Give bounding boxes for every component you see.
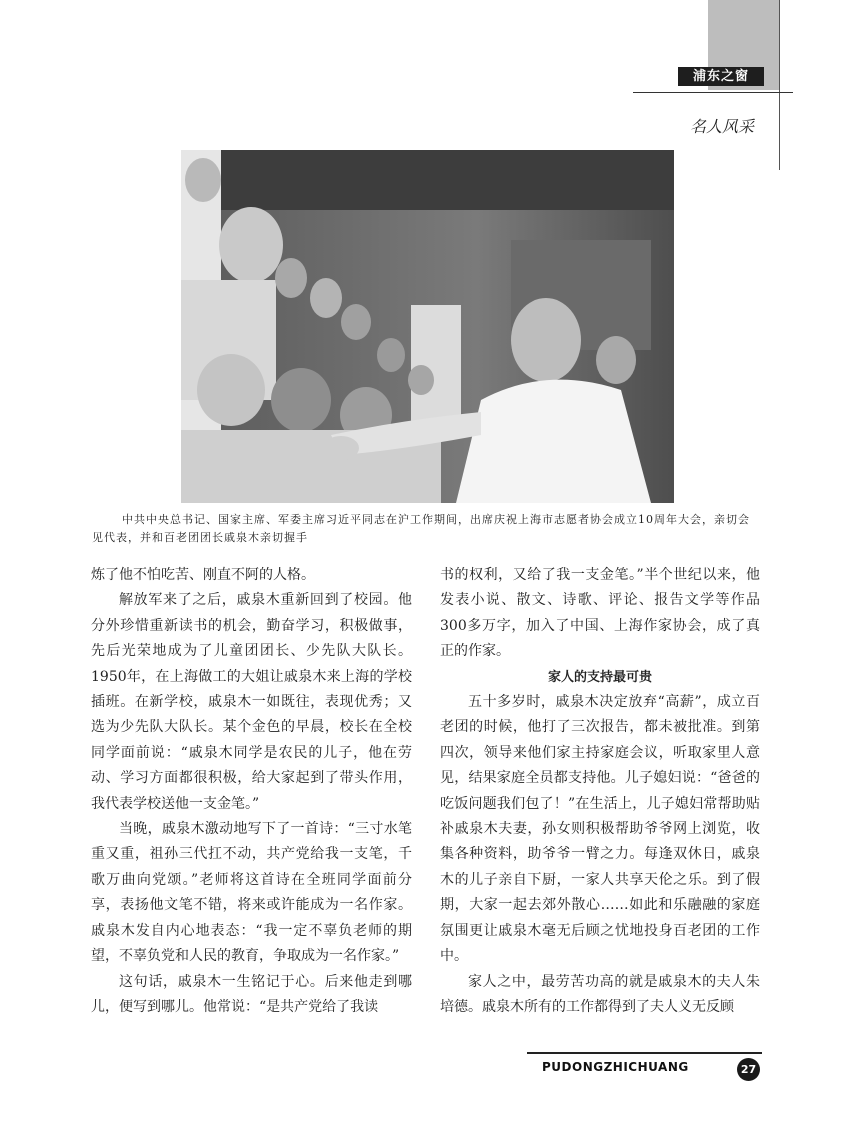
footer-rule bbox=[527, 1052, 762, 1054]
handshake-photo bbox=[181, 150, 674, 503]
photo-caption: 中共中央总书记、国家主席、军委主席习近平同志在沪工作期间，出席庆祝上海市志愿者协会成立10周年大会，亲切会见代表，并和百老团团长戚泉木亲切握手 bbox=[92, 513, 750, 544]
paragraph: 家人之中，最劳苦功高的就是戚泉木的夫人朱培德。戚泉木所有的工作都得到了夫人义无反顾 bbox=[440, 973, 760, 1015]
paragraph: 五十多岁时，戚泉木决定放弃“高薪”，成立百老团的时候，他打了三次报告，都未被批准。到第四次，领导来他们家主持家庭会议，听取家里人意见，结果家庭全员都支持他。儿子媳妇说：“爸爸的吃饭问题我们包了！”在生活上，儿子媳妇常帮助贴补戚泉木夫妻，孙女则积极帮助爷爷网上浏览，收集各种资料，助爷爷一臂之力。每逢双休日，戚泉木的儿子亲自下厨，一家人共享天伦之乐。到了假期，大家一起去郊外散心……如此和乐融融的家庭氛围更让戚泉木毫无后顾之忧地投身百老团的工作中。 bbox=[440, 694, 760, 965]
masthead-logo: 浦东之窗 bbox=[678, 67, 764, 86]
paragraph: 当晚，戚泉木激动地写下了一首诗：“三寸水笔重又重，祖孙三代扛不动，共产党给我一支笔，千歌万曲向党颂。”老师将这首诗在全班同学面前分享，表扬他文笔不错，将来或许能成为一名作家。戚泉木发自内心地表态：“我一定不辜负老师的期望，不辜负党和人民的教育，争取成为一名作家。” bbox=[91, 821, 412, 965]
page-number: 27 bbox=[737, 1058, 760, 1081]
paragraph: 解放军来了之后，戚泉木重新回到了校园。他分外珍惜重新读书的机会，勤奋学习，积极做事，先后光荣地成为了儿童团团长、少先队大队长。1950年，在上海做工的大姐让戚泉木来上海的学校插班。在新学校，戚泉木一如既往，表现优秀；又选为少先队大队长。某个金色的早晨，校长在全校同学面前说：“戚泉木同学是农民的儿子，他在劳动、学习方面都很积极，给大家起到了带头作用，我代表学校送他一支金笔。” bbox=[91, 592, 412, 812]
article-right-column bbox=[440, 563, 760, 1020]
paragraph: 书的权利，又给了我一支金笔。”半个世纪以来，他发表小说、散文、诗歌、评论、报告文学等作品300多万字，加入了中国、上海作家协会，成了真正的作家。 bbox=[440, 567, 760, 660]
header-horizontal-rule bbox=[633, 92, 793, 93]
article-left-column bbox=[91, 563, 412, 1020]
section-label: 名人风采 bbox=[690, 117, 755, 136]
header-vertical-rule bbox=[779, 0, 780, 170]
paragraph: 这句话，戚泉木一生铭记于心。后来他走到哪儿，便写到哪儿。他常说：“是共产党给了我读 bbox=[91, 973, 412, 1015]
paragraph: 炼了他不怕吃苦、刚直不阿的人格。 bbox=[91, 567, 315, 583]
footer-brand: PUDONGZHICHUANG bbox=[542, 1060, 689, 1074]
section-subheading: 家人的支持最可贵 bbox=[547, 669, 652, 685]
